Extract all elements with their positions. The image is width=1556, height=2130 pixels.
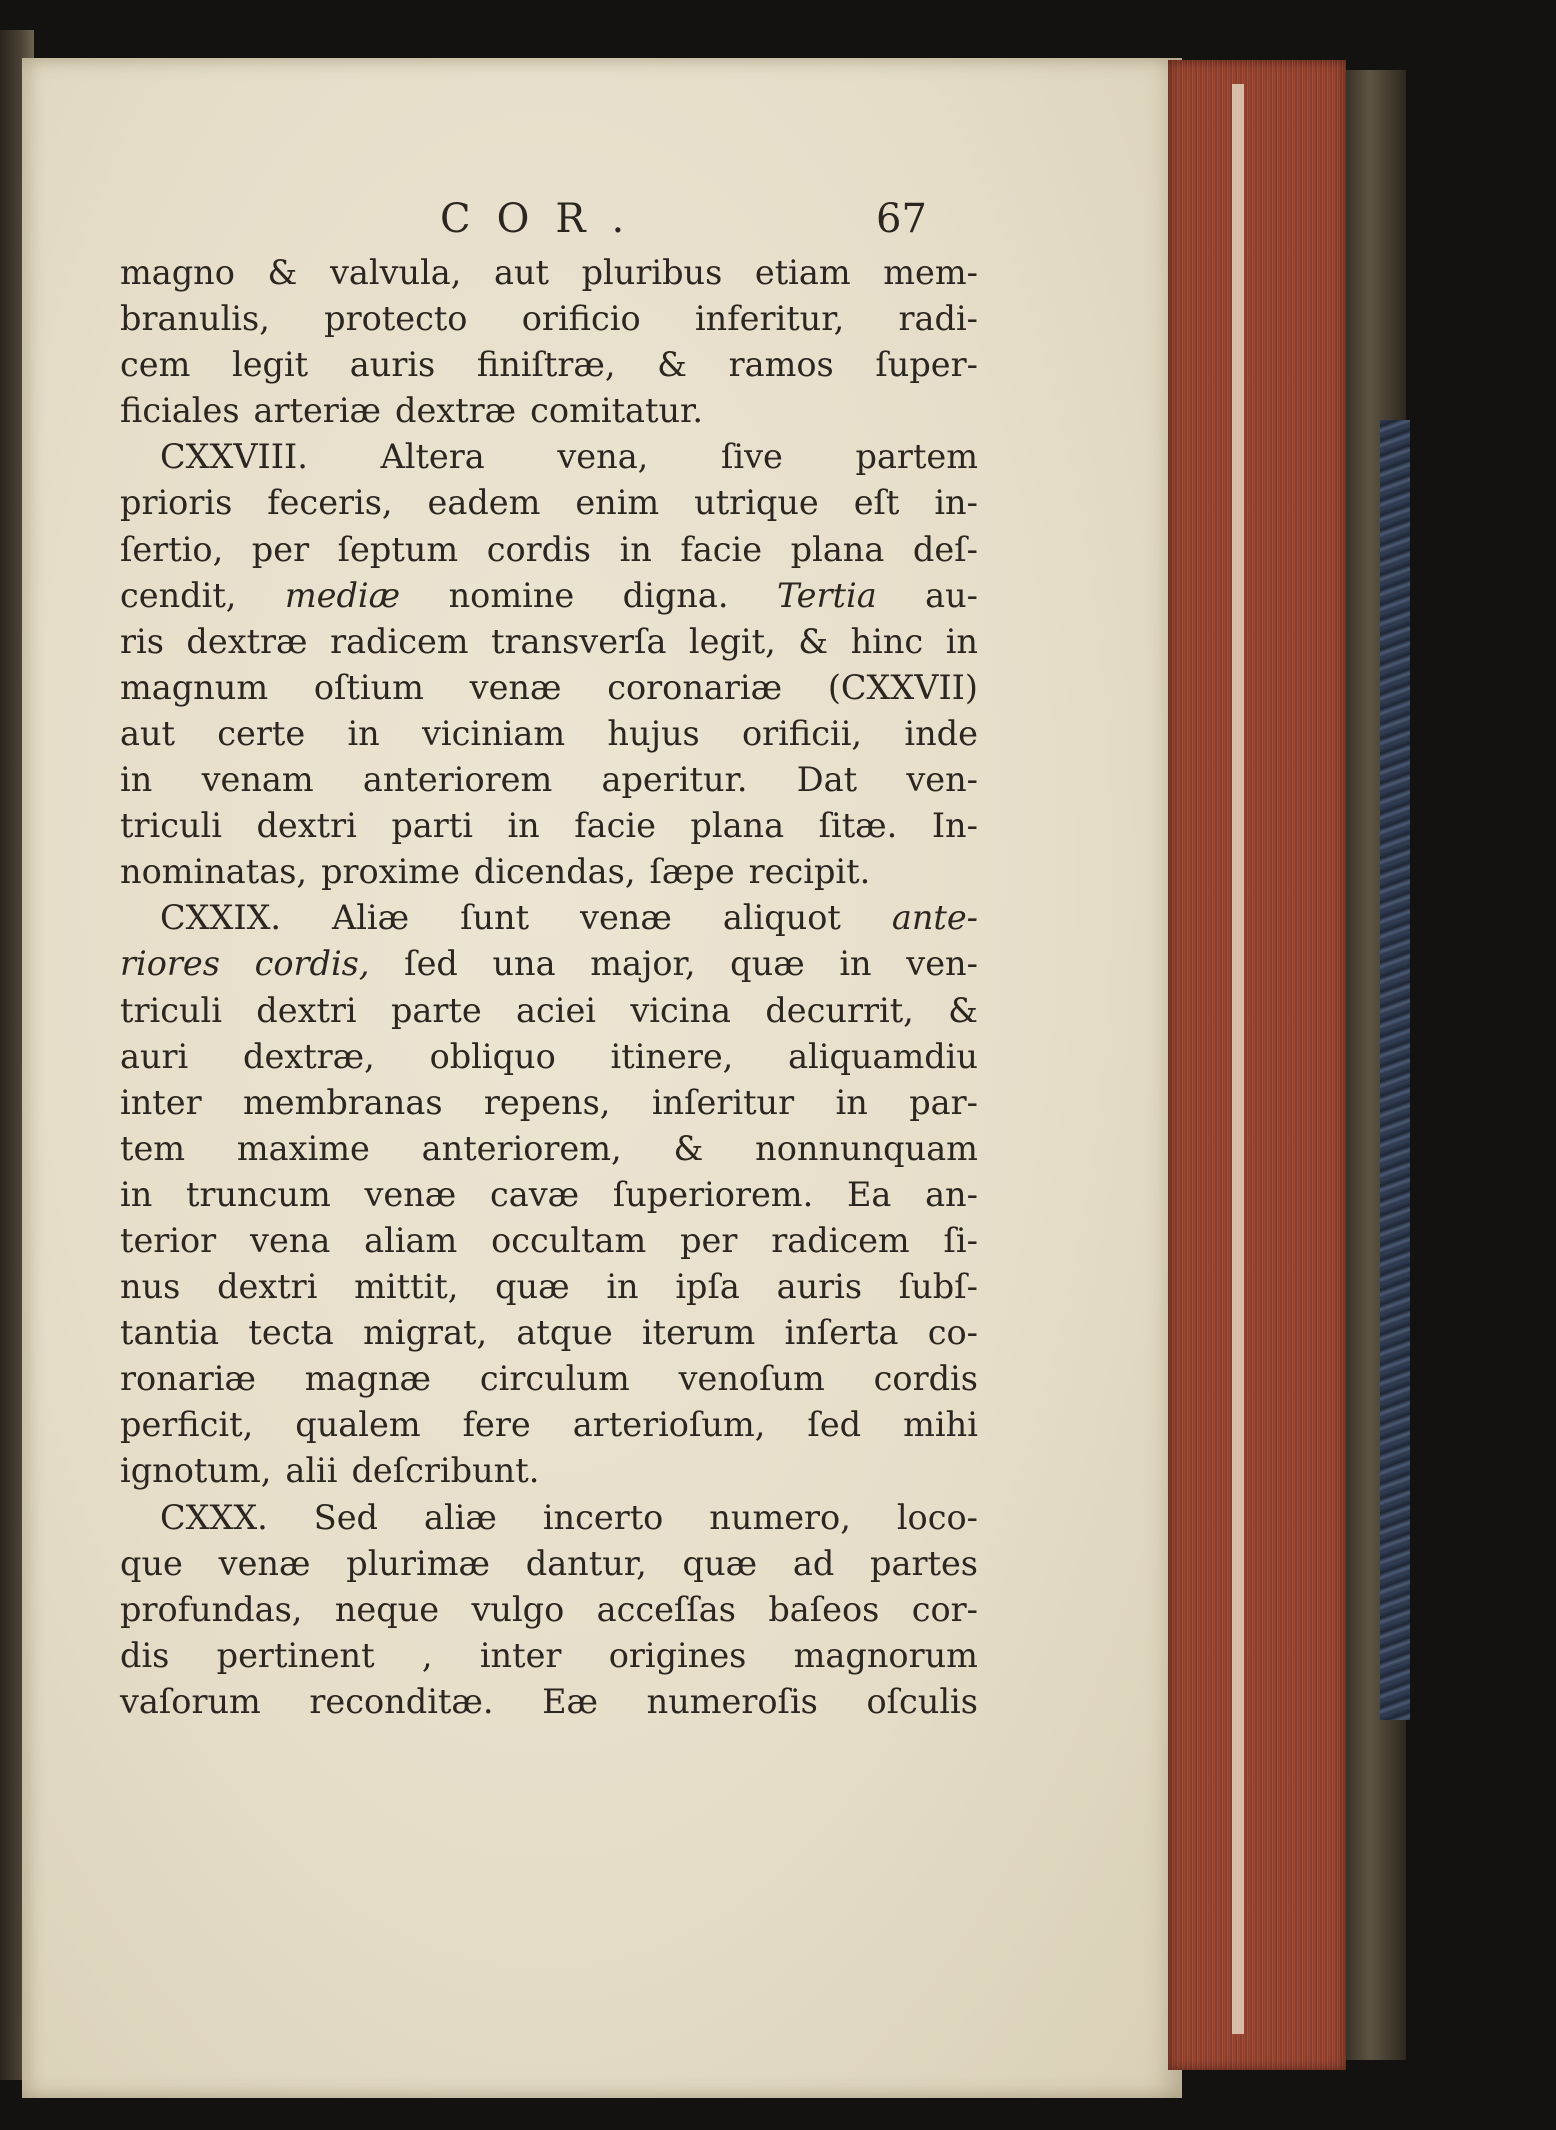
word: profundas, xyxy=(120,1589,303,1629)
text-line xyxy=(120,296,978,342)
word: aut xyxy=(120,713,176,753)
word: nomine xyxy=(448,575,575,615)
word: mittit, xyxy=(354,1267,459,1307)
word: ven- xyxy=(906,760,978,800)
word: venæ xyxy=(218,1543,311,1583)
word: recipit. xyxy=(748,852,871,892)
word: CXXX. xyxy=(160,1497,268,1537)
word: ſuper- xyxy=(875,345,978,385)
word: ante- xyxy=(891,898,978,938)
text-line xyxy=(120,1541,978,1587)
word: ad xyxy=(792,1543,835,1583)
text-line xyxy=(120,1310,978,1356)
word: membranas xyxy=(242,1082,443,1122)
text-line xyxy=(120,388,978,434)
word: in xyxy=(507,806,540,846)
word: anteriorem, xyxy=(421,1128,622,1168)
word: vaſorum xyxy=(120,1681,261,1721)
word: transverſa xyxy=(491,621,667,661)
word: nominatas, xyxy=(120,852,308,892)
word: valvula, xyxy=(329,253,462,292)
word: tecta xyxy=(248,1313,334,1353)
word: qualem xyxy=(295,1405,421,1445)
text-line xyxy=(120,1080,978,1126)
word: per xyxy=(680,1220,738,1260)
word: cordis xyxy=(486,529,591,569)
word: tem xyxy=(120,1128,186,1168)
word: iterum xyxy=(641,1313,756,1353)
word: ronariæ xyxy=(120,1359,256,1399)
word: cendit, xyxy=(120,575,237,615)
word: dextri xyxy=(217,1267,318,1307)
word: ſertio, xyxy=(120,529,224,569)
word: circulum xyxy=(479,1359,630,1399)
word: origines xyxy=(608,1635,747,1675)
word: ſunt xyxy=(460,898,530,938)
word: acceſſas xyxy=(596,1589,736,1629)
word: in xyxy=(945,621,978,661)
word: partem xyxy=(855,437,978,477)
word: dis xyxy=(120,1635,170,1675)
word: au- xyxy=(925,575,978,615)
word: orificii, xyxy=(742,713,863,753)
word: ris xyxy=(120,621,164,661)
page-edges xyxy=(1168,60,1346,2070)
word: vena xyxy=(250,1220,331,1260)
word: CXXIX. xyxy=(160,898,282,938)
word: CXXVIII. xyxy=(160,437,308,477)
word: comitatur. xyxy=(530,391,704,431)
word: plana xyxy=(690,806,785,846)
word: in xyxy=(839,944,872,984)
word: baſeos xyxy=(768,1589,880,1629)
word: loco- xyxy=(896,1497,978,1537)
word: auri xyxy=(120,1036,189,1076)
word: finiſtræ, xyxy=(476,345,616,385)
word: deſ- xyxy=(912,529,978,569)
word: dextræ xyxy=(395,391,517,431)
word: plana xyxy=(790,529,885,569)
word: an- xyxy=(925,1174,978,1214)
word: eſt xyxy=(853,483,900,523)
marbled-board xyxy=(1380,420,1410,1720)
text-line xyxy=(120,342,978,388)
word: ſeptum xyxy=(337,529,459,569)
word: inter xyxy=(120,1082,202,1122)
word: legit xyxy=(231,345,309,385)
word: inſerta xyxy=(784,1313,899,1353)
word: facie xyxy=(680,529,763,569)
word: reconditæ. xyxy=(309,1681,494,1721)
word: & xyxy=(267,253,298,292)
word: deſcribunt. xyxy=(351,1451,540,1491)
word: major, xyxy=(590,944,696,984)
word: cordis, xyxy=(254,944,370,984)
word: inferitur, xyxy=(694,299,845,339)
text-line xyxy=(120,1172,978,1218)
word: aliæ xyxy=(423,1497,497,1537)
word: radicem xyxy=(771,1220,910,1260)
text-line xyxy=(120,1126,978,1172)
word: Sed xyxy=(313,1497,379,1537)
text-line xyxy=(120,1679,978,1725)
word: dextræ xyxy=(186,621,308,661)
word: inſeritur xyxy=(651,1082,795,1122)
word: ſive xyxy=(720,437,783,477)
word: magno xyxy=(120,253,235,292)
word: dextri xyxy=(256,990,357,1030)
word: alii xyxy=(285,1451,338,1491)
text-line xyxy=(120,803,978,849)
word: pertinent xyxy=(216,1635,375,1675)
text-line xyxy=(120,434,978,480)
text-line xyxy=(120,988,978,1034)
word: & xyxy=(657,345,687,385)
word: atque xyxy=(516,1313,613,1353)
word: partes xyxy=(870,1543,978,1583)
text-line xyxy=(120,1448,978,1494)
text-line xyxy=(120,527,978,573)
text-line xyxy=(120,1633,978,1679)
word: eadem xyxy=(427,483,541,523)
text-line xyxy=(120,1034,978,1080)
word: in xyxy=(120,1174,153,1214)
word: ſuperiorem. xyxy=(612,1174,814,1214)
word: radicem xyxy=(330,621,469,661)
word: nonnunquam xyxy=(755,1128,978,1168)
word: incerto xyxy=(542,1497,664,1537)
word: venoſum xyxy=(678,1359,825,1399)
word: feceris, xyxy=(267,483,393,523)
word: auris xyxy=(349,345,436,385)
word: proxime xyxy=(321,852,460,892)
word: facie xyxy=(574,806,656,846)
word: oſtium xyxy=(313,667,424,707)
word: co- xyxy=(927,1313,978,1353)
word: par- xyxy=(909,1082,978,1122)
page-number: 67 xyxy=(876,196,927,242)
word: magnum xyxy=(120,667,269,707)
word: truncum xyxy=(186,1174,331,1214)
word: etiam xyxy=(754,253,851,292)
word: obliquo xyxy=(429,1036,556,1076)
word: vicina xyxy=(630,990,732,1030)
running-head xyxy=(120,196,1000,256)
word: itinere, xyxy=(610,1036,734,1076)
word: pluribus xyxy=(581,253,723,292)
word: migrat, xyxy=(363,1313,488,1353)
word: repens, xyxy=(483,1082,611,1122)
word: per xyxy=(251,529,310,569)
word: vena, xyxy=(557,437,649,477)
text-line xyxy=(120,480,978,526)
text-line xyxy=(120,1587,978,1633)
word: Altera xyxy=(380,437,485,477)
word: branulis, xyxy=(120,299,270,339)
word: cem xyxy=(120,345,191,385)
word: in xyxy=(347,713,380,753)
word: mediæ xyxy=(284,575,401,615)
word: Ea xyxy=(846,1174,892,1214)
word: mem- xyxy=(883,253,978,292)
body-text xyxy=(120,250,978,1725)
word: ipſa xyxy=(675,1267,740,1307)
word: Dat xyxy=(796,760,858,800)
word: riores xyxy=(120,944,220,984)
text-line xyxy=(120,941,978,987)
word: ſed xyxy=(404,944,458,984)
word: numeroſis xyxy=(646,1681,818,1721)
word: ſed xyxy=(807,1405,862,1445)
word: cavæ xyxy=(489,1174,580,1214)
word: parte xyxy=(390,990,482,1030)
word: aliquot xyxy=(722,898,841,938)
text-line xyxy=(120,895,978,941)
word: & xyxy=(673,1128,704,1168)
word: parti xyxy=(391,806,473,846)
text-line xyxy=(120,619,978,665)
word: venæ xyxy=(580,898,672,938)
word: radi- xyxy=(898,299,978,339)
word: numero, xyxy=(709,1497,851,1537)
text-line xyxy=(120,250,978,296)
word: orificio xyxy=(521,299,641,339)
word: magnorum xyxy=(793,1635,978,1675)
text-line xyxy=(120,1402,978,1448)
word: aperitur. xyxy=(601,760,748,800)
word: vulgo xyxy=(471,1589,565,1629)
word: hujus xyxy=(607,713,700,753)
word: cordis xyxy=(873,1359,978,1399)
word: legit, xyxy=(688,621,776,661)
word: aliquamdiu xyxy=(788,1036,978,1076)
word: triculi xyxy=(120,806,222,846)
word: aut xyxy=(494,253,550,292)
word: maxime xyxy=(236,1128,370,1168)
word: plurimæ xyxy=(346,1543,490,1583)
word: enim xyxy=(575,483,660,523)
word: (CXXVII) xyxy=(827,667,978,707)
word: digna. xyxy=(622,575,729,615)
running-title: COR. xyxy=(440,196,651,242)
word: que xyxy=(120,1543,183,1583)
word: In- xyxy=(931,806,978,846)
word: una xyxy=(492,944,556,984)
word: ſubſ- xyxy=(898,1267,978,1307)
word: & xyxy=(948,990,978,1030)
text-line xyxy=(120,1264,978,1310)
word: decurrit, xyxy=(765,990,914,1030)
word: coronariæ xyxy=(607,667,783,707)
word: ſitæ. xyxy=(818,806,898,846)
text-line xyxy=(120,711,978,757)
word: quæ xyxy=(682,1543,758,1583)
word: mihi xyxy=(903,1405,978,1445)
word: utrique xyxy=(694,483,819,523)
word: Aliæ xyxy=(332,898,410,938)
word: certe xyxy=(217,713,306,753)
word: oſculis xyxy=(866,1681,978,1721)
word: quæ xyxy=(495,1267,570,1307)
word: terior xyxy=(120,1220,217,1260)
word: perficit, xyxy=(120,1405,254,1445)
word: in xyxy=(606,1267,639,1307)
word: ven- xyxy=(906,944,978,984)
text-line xyxy=(120,573,978,619)
word: neque xyxy=(334,1589,440,1629)
word: tantia xyxy=(120,1313,220,1353)
word: dantur, xyxy=(525,1543,647,1583)
word: in xyxy=(120,760,153,800)
word: magnæ xyxy=(304,1359,432,1399)
word: aliam xyxy=(364,1220,458,1260)
word: venæ xyxy=(364,1174,457,1214)
word: inter xyxy=(479,1635,562,1675)
word: venæ xyxy=(469,667,562,707)
word: , xyxy=(421,1635,433,1675)
word: venam xyxy=(201,760,314,800)
word: aciei xyxy=(516,990,597,1030)
word: fere xyxy=(462,1405,531,1445)
word: dextræ, xyxy=(243,1036,375,1076)
word: ramos xyxy=(728,345,834,385)
text-line xyxy=(120,1495,978,1541)
word: anteriorem xyxy=(362,760,553,800)
word: ficiales xyxy=(120,391,240,431)
word: ſæpe xyxy=(649,852,735,892)
word: viciniam xyxy=(422,713,566,753)
text-line xyxy=(120,1356,978,1402)
word: protecto xyxy=(324,299,468,339)
word: cor- xyxy=(911,1589,978,1629)
word: auris xyxy=(776,1267,863,1307)
text-line xyxy=(120,757,978,803)
word: Tertia xyxy=(776,575,877,615)
word: in xyxy=(835,1082,868,1122)
word: Eæ xyxy=(542,1681,599,1721)
word: nus xyxy=(120,1267,181,1307)
text-line xyxy=(120,665,978,711)
word: hinc xyxy=(850,621,924,661)
word: in xyxy=(619,529,652,569)
word: occultam xyxy=(491,1220,647,1260)
word: ignotum, xyxy=(120,1451,272,1491)
text-line xyxy=(120,1218,978,1264)
word: triculi xyxy=(120,990,222,1030)
word: prioris xyxy=(120,483,233,523)
word: arteriæ xyxy=(253,391,382,431)
word: dextri xyxy=(256,806,357,846)
text-line xyxy=(120,849,978,895)
word: & xyxy=(798,621,829,661)
word: ſi- xyxy=(943,1220,978,1260)
word: in- xyxy=(934,483,978,523)
word: arterioſum, xyxy=(572,1405,766,1445)
word: inde xyxy=(904,713,978,753)
word: quæ xyxy=(730,944,805,984)
word: dicendas, xyxy=(473,852,636,892)
